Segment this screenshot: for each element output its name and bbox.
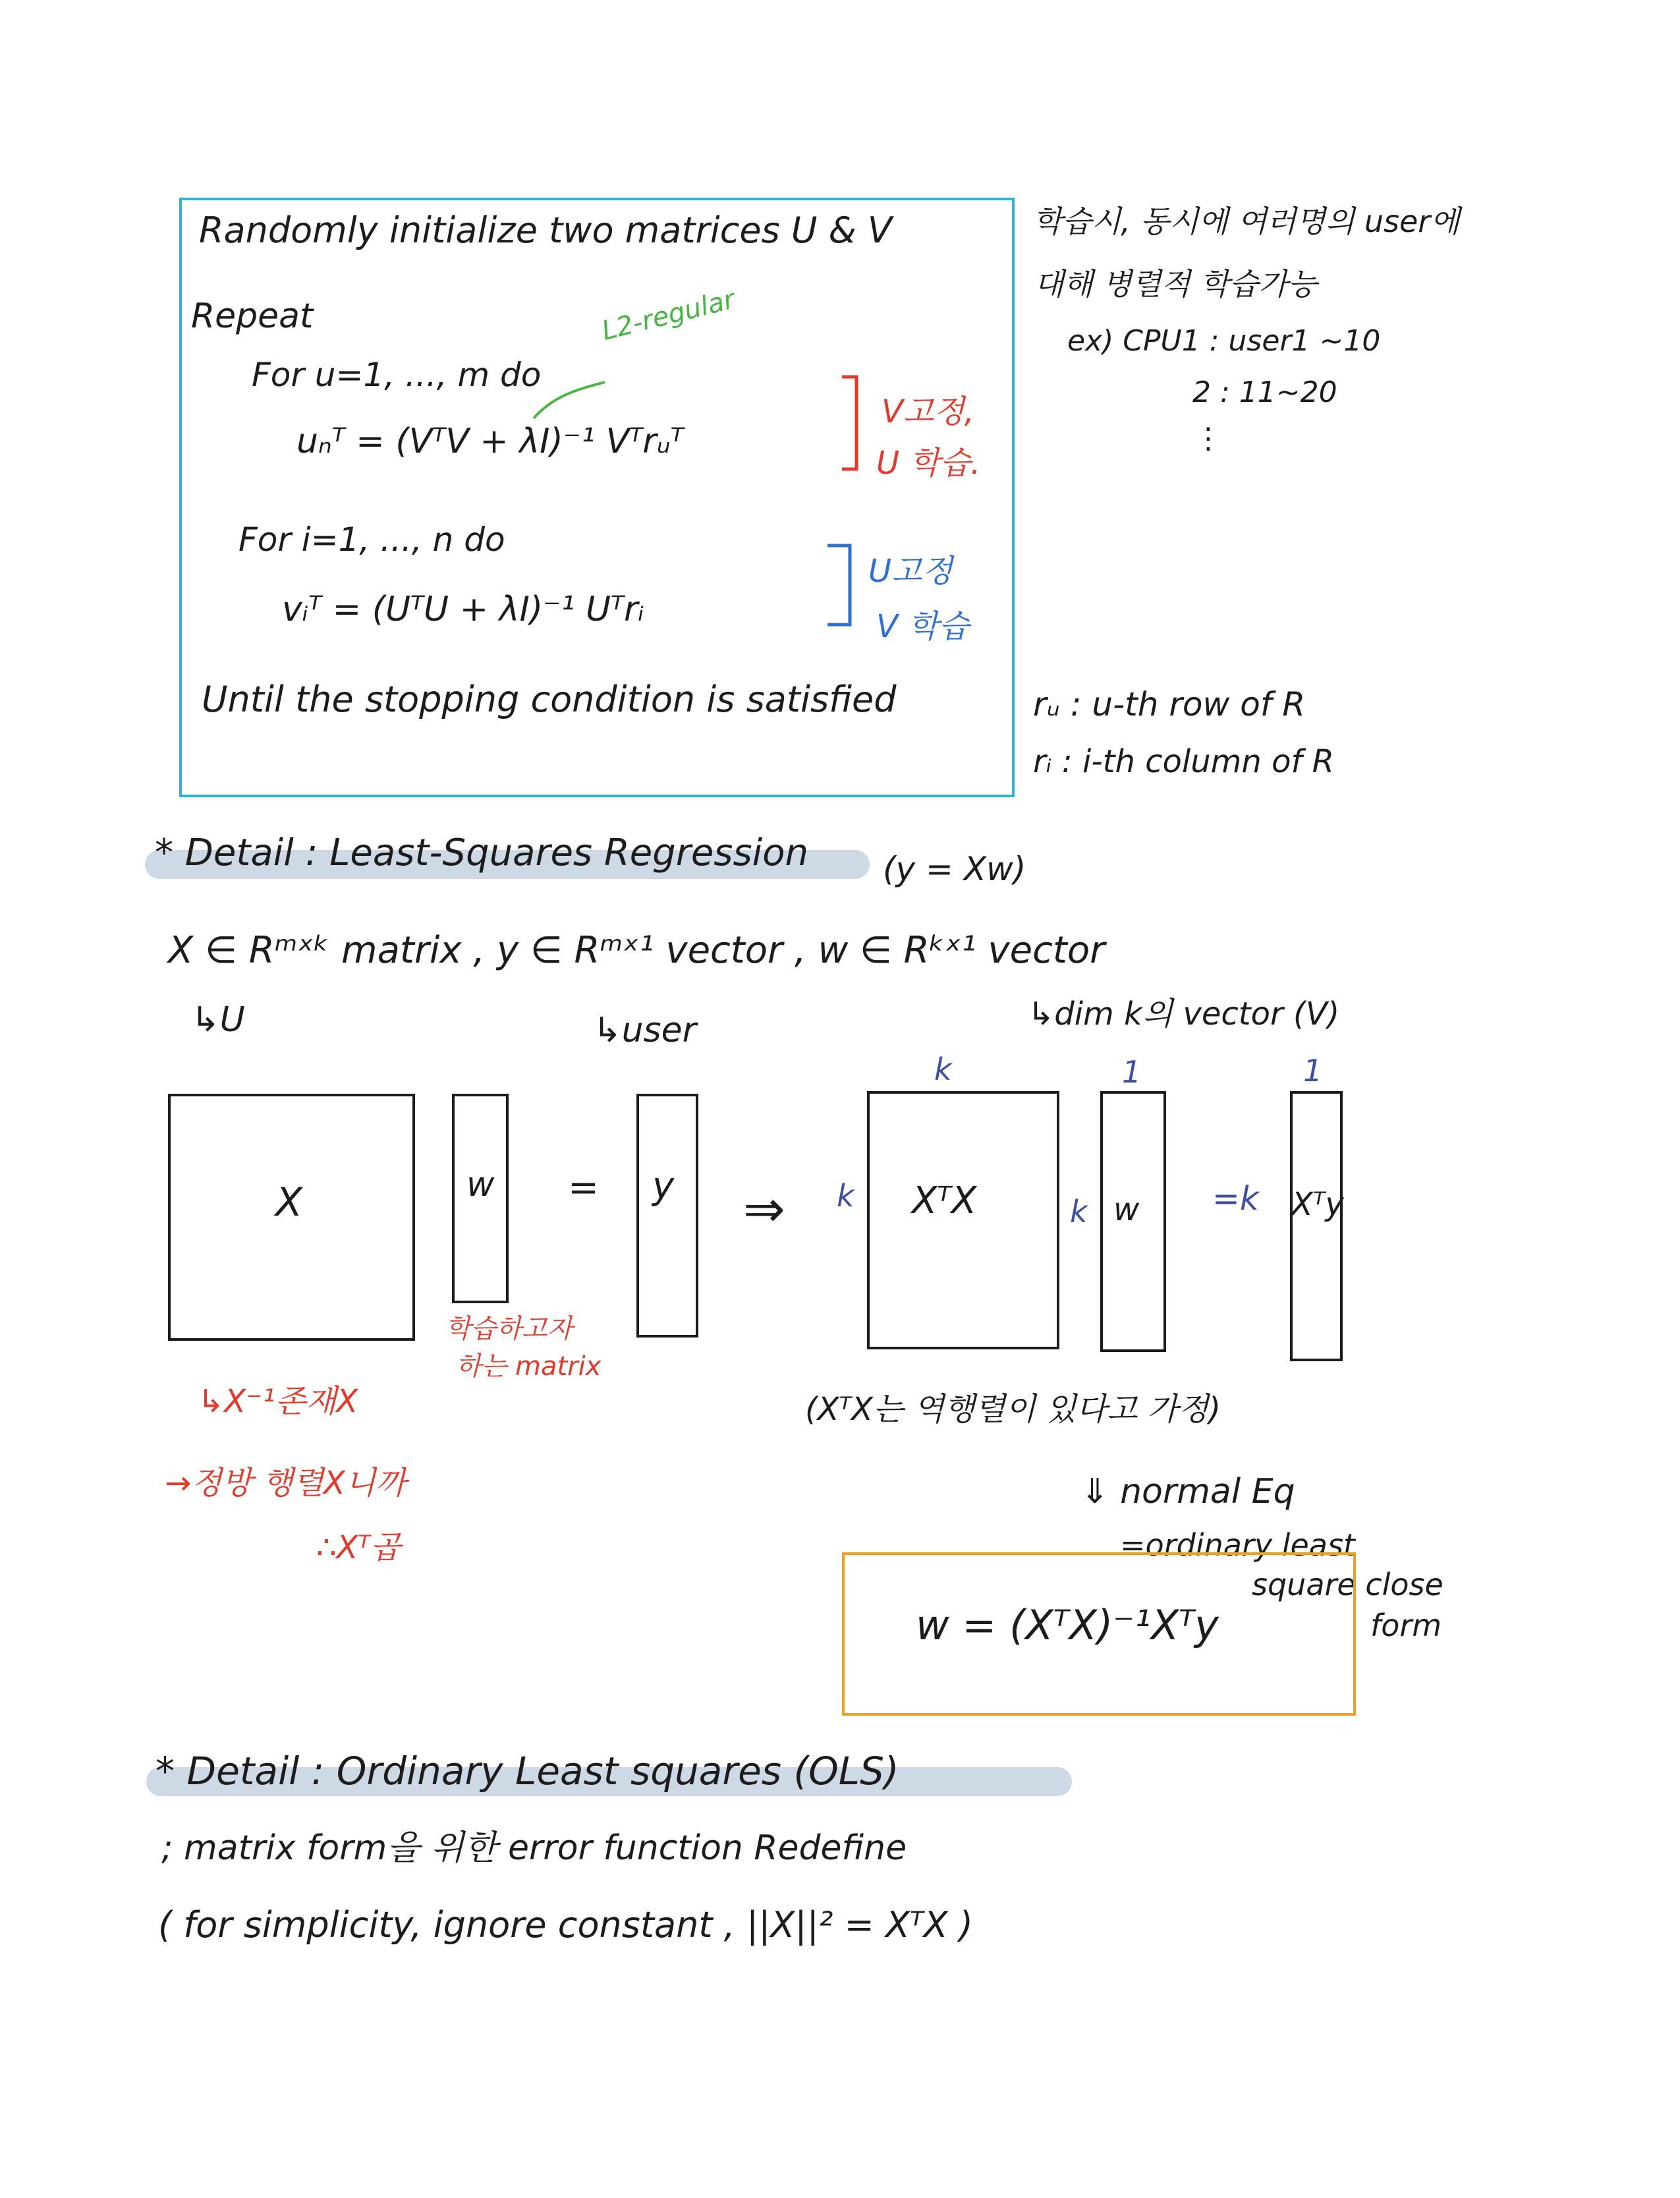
side-note-line2: 대해 병렬적 학습가능 — [1034, 266, 1318, 302]
learn-matrix-note-b: 하는 matrix — [456, 1351, 602, 1382]
fix-v-label: V고정, — [882, 393, 974, 430]
x-inverse-note: ↳X⁻¹존재X — [198, 1383, 358, 1420]
one-w-label: 1 — [1122, 1054, 1142, 1090]
equals-k-label: =k — [1212, 1179, 1259, 1218]
learn-matrix-note-a: 학습하고자 — [445, 1314, 573, 1344]
ols-note-b: square close — [1252, 1567, 1443, 1602]
x-arrow-note: ↳U — [191, 1000, 245, 1040]
section2-title: * Detail : Ordinary Least squares (OLS) — [155, 1749, 899, 1793]
ri-definition: rᵢ : i-th column of R — [1033, 743, 1334, 780]
section1-title: * Detail : Least-Squares Regression — [155, 831, 808, 874]
learn-u-label: U 학습. — [876, 445, 981, 482]
ru-definition: rᵤ : u-th row of R — [1033, 685, 1306, 723]
vector-xty-label: Xᵀy — [1291, 1186, 1344, 1223]
algo-line1: Randomly initialize two matrices U & V — [199, 210, 892, 251]
y-arrow-note: ↳user — [593, 1011, 696, 1050]
equals-sign: = — [568, 1166, 599, 1209]
dimensions-line: X ∈ Rᵐˣᵏ matrix , y ∈ Rᵐˣ¹ vector , w ∈ Rᵏˣ¹ vector — [168, 929, 1106, 972]
ols-note-a: =ordinary least — [1120, 1527, 1355, 1563]
regularization-note: L2-regular — [598, 284, 738, 347]
fix-u-label: U고정 — [868, 553, 953, 590]
side-note-line4: 2 : 11~20 — [1192, 376, 1337, 409]
vector-y-label: y — [652, 1165, 675, 1208]
learn-v-label: V 학습 — [876, 608, 969, 645]
section2-line1: ; matrix form을 위한 error function Redefine — [161, 1828, 907, 1868]
square-matrix-note: →정방 행렬X니까 — [165, 1465, 406, 1502]
v-update-formula: vᵢᵀ = (UᵀU + λI)⁻¹ Uᵀrᵢ — [282, 590, 644, 629]
matrix-xtx-label: XᵀX — [912, 1179, 977, 1222]
multiply-xt-note: ∴Xᵀ곱 — [316, 1529, 401, 1566]
one-y-label: 1 — [1303, 1053, 1323, 1088]
solution-formula: w = (XᵀX)⁻¹Xᵀy — [916, 1601, 1219, 1649]
k-w-label: k — [1070, 1194, 1088, 1229]
w-arrow-note: ↳dim k의 vector (V) — [1028, 996, 1340, 1032]
k-top-label: k — [934, 1052, 952, 1087]
section1-equation: (y = Xw) — [883, 850, 1026, 888]
vector-w2-label: w — [1113, 1191, 1140, 1228]
algo-for-i: For i=1, ..., n do — [238, 521, 505, 559]
algo-for-u: For u=1, ..., m do — [252, 356, 542, 394]
side-note-line3: ex) CPU1 : user1 ~10 — [1067, 324, 1381, 358]
invertible-assumption: (XᵀX는 역행렬이 있다고 가정) — [805, 1391, 1221, 1428]
section2-line2: ( for simplicity, ignore constant , ||X||² = XᵀX ) — [158, 1904, 973, 1946]
algo-until: Until the stopping condition is satisfied — [202, 679, 897, 720]
vector-w-label: w — [466, 1165, 495, 1204]
k-left-label: k — [837, 1178, 854, 1214]
matrix-x-label: X — [275, 1179, 303, 1226]
side-note-line1: 학습시, 동시에 여러명의 user에 — [1033, 204, 1460, 239]
implies-arrow: ⇒ — [743, 1179, 785, 1238]
algo-repeat: Repeat — [191, 296, 314, 336]
u-update-formula: uₙᵀ = (VᵀV + λI)⁻¹ Vᵀrᵤᵀ — [296, 422, 684, 461]
normal-equation-label: ⇓ normal Eq — [1080, 1472, 1295, 1511]
ols-note-c: form — [1370, 1608, 1442, 1643]
side-note-line5: ⋮ — [1194, 422, 1223, 455]
